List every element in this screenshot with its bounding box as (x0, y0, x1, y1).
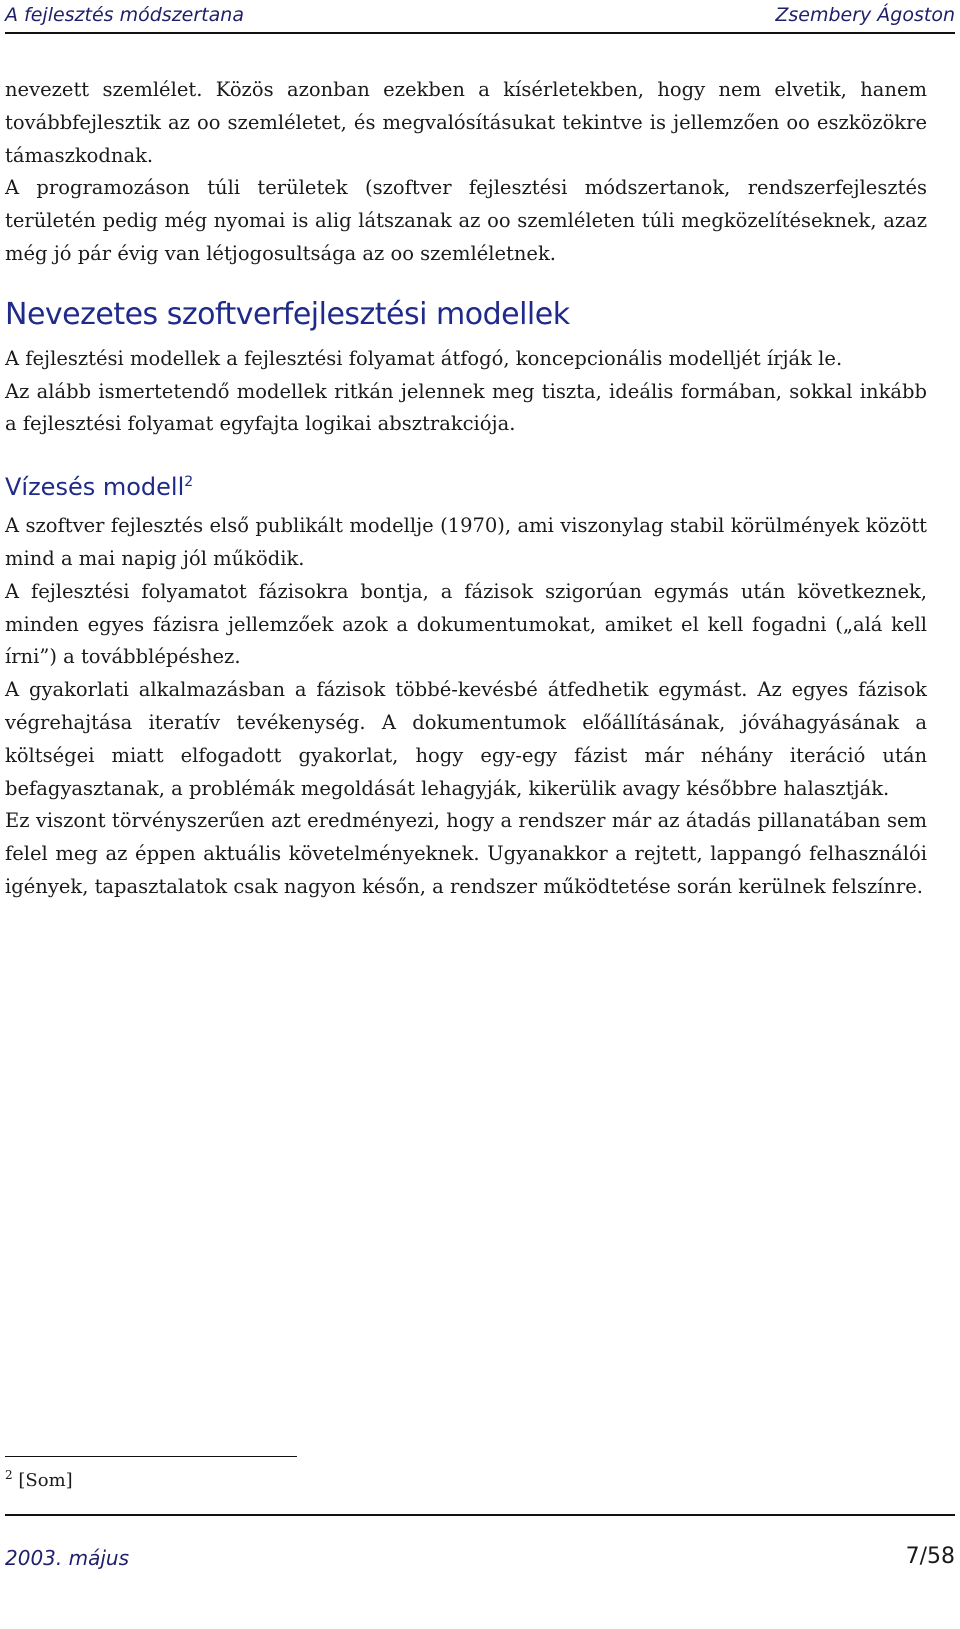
footnote-text: [Som] (18, 1470, 73, 1491)
running-header (5, 0, 955, 34)
subsection-heading (5, 465, 927, 504)
page-number: 7/58 (905, 1544, 955, 1569)
body-paragraph: Az alább ismertetendő modellek ritkán jelennek meg tiszta, ideális formában, sokkal inkább a fejlesztési folyamat egyfajta logikai absztrakciója. (5, 379, 927, 436)
subsection-title: Vízesés modell (5, 473, 185, 502)
body-paragraph: A gyakorlati alkalmazásban a fázisok többé-kevésbé átfedhetik egymást. Az egyes fázisok végrehajtása iteratív tevékenység. A dokumentumok előállításának, jóváhagyásának a költségei miatt elfogadott gyakorlat, hogy egy-egy fázist már néhány iteráció után befagyasztanak, a problémák megoldását lehagyják, kikerülik avagy későbbre halasztják. (5, 678, 927, 800)
body-paragraph: A programozáson túli területek (szoftver fejlesztési módszertanok, rendszerfejlesztés területén pedig még nyomai is alig látszanak az oo szemléleten túli megközelítéseknek, azaz még jó pár évig van létjogosultsága az oo szemléletnek. (5, 176, 927, 265)
body-paragraph: A fejlesztési folyamatot fázisokra bontja, a fázisok szigorúan egymás után következnek, minden egyes fázisra jellemzőek azok a dokumentumokat, amiket el kell fogadni („alá kell írni”) a továbblépéshez. (5, 579, 927, 669)
footer-date: 2003. május (5, 1546, 130, 1570)
body-paragraph: A fejlesztési modellek a fejlesztési folyamat átfogó, koncepcionális modelljét írják le. (5, 346, 843, 370)
header-title: A fejlesztés módszertana (5, 4, 244, 26)
section-heading: Nevezetes szoftverfejlesztési modellek (5, 296, 570, 332)
main-content (5, 74, 927, 904)
footnote-reference[interactable]: 2 (184, 474, 194, 491)
footnote-divider (5, 1456, 297, 1457)
footnote-marker: 2 (5, 1468, 13, 1482)
body-paragraph: nevezett szemlélet. Közös azonban ezekben a kísérletekben, hogy nem elvetik, hanem továbbfejlesztik az oo szemléletet, és megvalósításukat tekintve is jellemzően oo eszközökre támaszkodnak. (5, 78, 927, 167)
footnote (5, 1468, 73, 1491)
body-paragraph: Ez viszont törvényszerűen azt eredményezi, hogy a rendszer már az átadás pillanatában sem felel meg az éppen aktuális követelményeknek. Ugyanakkor a rejtett, lappangó felhasználói igények, tapasztalatok csak nagyon későn, a rendszer működtetése során kerülnek felszínre. (5, 809, 927, 898)
body-paragraph: A szoftver fejlesztés első publikált modellje (1970), ami viszonylag stabil körülmények között mind a mai napig jól működik. (5, 514, 927, 570)
running-footer (5, 1514, 955, 1629)
header-author: Zsembery Ágoston (775, 4, 955, 26)
